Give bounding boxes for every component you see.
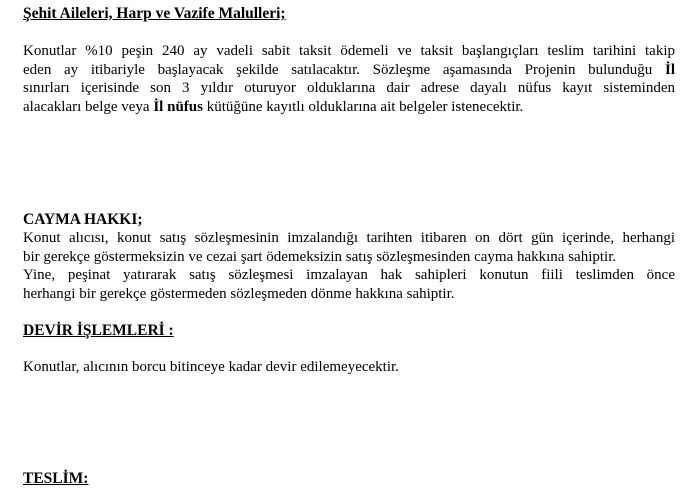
paragraph-line: Yine, peşinat yatırarak satış sözleşmesi imzalayan hak sahipleri konutun fiili teslimden önce: [23, 267, 675, 284]
paragraph-devir-islemleri: [23, 358, 675, 377]
paragraph-line: herhangi bir gerekçe göstermeden sözleşmeden dönme hakkına sahiptir.: [23, 285, 455, 302]
bold-text-il: İl: [664, 61, 675, 78]
section-heading-sehit-aileleri: Şehit Aileleri, Harp ve Vazife Malulleri;: [23, 5, 286, 22]
line-text: kütüğüne kayıtlı olduklarına ait belgeler istenecektir.: [206, 98, 524, 115]
paragraph-cayma-hakki: [23, 229, 675, 303]
paragraph-line: bir gerekçe göstermeksizin ve cezai şart ödemeksizin satış sözleşmesinden cayma hakkına sahiptir.: [23, 248, 617, 265]
paragraph-line: [23, 98, 675, 117]
section-heading-devir-islemleri: DEVİR İŞLEMLERİ :: [23, 322, 174, 339]
paragraph-line: Konut alıcısı, konut satış sözleşmesinin imzalandığı tarihten itibaren on dört gün içerinde, herhangi: [23, 230, 675, 246]
bold-text-il-nufus: İl nüfus: [153, 98, 203, 115]
line-text: alacakları belge veya: [23, 98, 150, 115]
paragraph-line: Konutlar %10 peşin 240 ay vadeli sabit taksit ödemeli ve taksit başlangıçları teslim tarihini takip: [23, 43, 675, 59]
section-heading-cayma-hakki: CAYMA HAKKI;: [23, 211, 143, 228]
paragraph-line: sınırları içerisinde son 3 yıldır oturuyor olduklarına dair adrese dayalı nüfus kayıt sisteminden: [23, 80, 675, 97]
line-text: eden ay itibariyle başlayacak şekilde satılacaktır. Sözleşme aşamasında Projenin bulunduğu: [23, 61, 653, 78]
paragraph-line: Konutlar, alıcının borcu bitinceye kadar devir edilemeyecektir.: [23, 359, 399, 375]
paragraph-sehit-aileleri: [23, 42, 675, 116]
paragraph-line: [23, 61, 675, 80]
section-heading-teslim: TESLİM:: [23, 470, 89, 487]
